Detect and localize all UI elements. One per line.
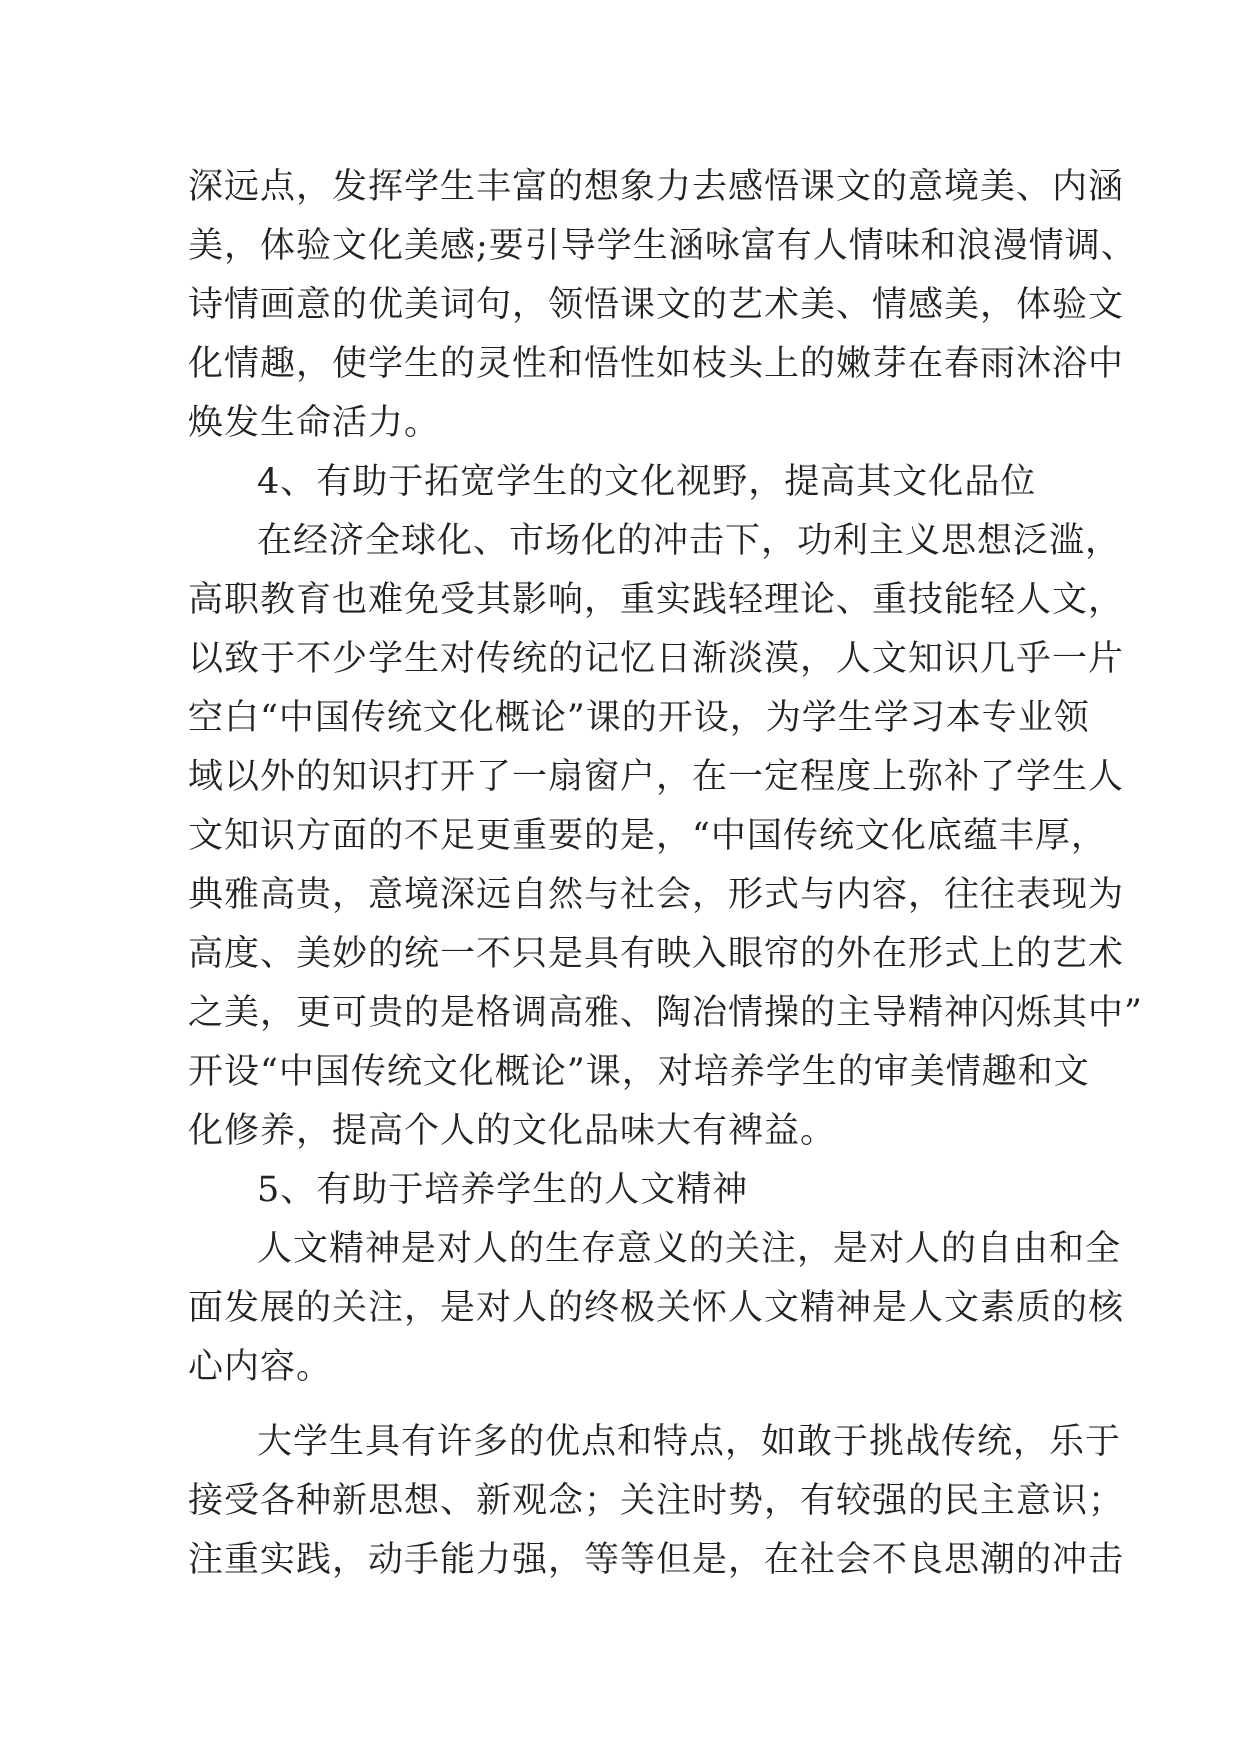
document-body: [188, 158, 1143, 1590]
text-line: 美，体验文化美感;要引导学生涵咏富有人情味和浪漫情调、: [188, 226, 1137, 266]
text-line: 高职教育也难免受其影响，重实践轻理论、重技能轻人文，: [188, 580, 1125, 620]
section-heading-4: 4、有助于拓宽学生的文化视野，提高其文化品位: [257, 462, 1037, 502]
text-line: 域以外的知识打开了一扇窗户，在一定程度上弥补了学生人: [188, 757, 1125, 797]
text-line: 开设“中国传统文化概论”课，对培养学生的审美情趣和文: [188, 1052, 1090, 1092]
text-line: 焕发生命活力。: [188, 403, 441, 443]
text-line: 诗情画意的优美词句，领悟课文的艺术美、情感美，体验文: [188, 285, 1125, 325]
text-line: 之美，更可贵的是格调高雅、陶冶情操的主导精神闪烁其中”: [188, 993, 1143, 1033]
text-line: 化修养，提高个人的文化品味大有裨益。: [188, 1111, 837, 1151]
text-line: 以致于不少学生对传统的记忆日渐淡漠，人文知识几乎一片: [188, 639, 1125, 679]
text-line: 文知识方面的不足更重要的是，“中国传统文化底蕴丰厚，: [188, 816, 1107, 856]
text-line: 化情趣，使学生的灵性和悟性如枝头上的嫩芽在春雨沐浴中: [188, 344, 1125, 384]
paragraph-first-line: 人文精神是对人的生存意义的关注，是对人的自由和全: [257, 1229, 1122, 1269]
text-line: 典雅高贵，意境深远自然与社会，形式与内容，往往表现为: [188, 875, 1125, 915]
text-line: 注重实践，动手能力强，等等但是，在社会不良思潮的冲击: [188, 1540, 1125, 1580]
section-heading-5: 5、有助于培养学生的人文精神: [257, 1170, 749, 1210]
text-line: 接受各种新思想、新观念；关注时势，有较强的民主意识；: [188, 1481, 1125, 1521]
text-line: 面发展的关注，是对人的终极关怀人文精神是人文素质的核: [188, 1288, 1125, 1328]
paragraph-first-line: 在经济全球化、市场化的冲击下，功利主义思想泛滥，: [257, 521, 1122, 561]
paragraph-first-line: 大学生具有许多的优点和特点，如敢于挑战传统，乐于: [257, 1422, 1122, 1462]
text-line: 空白“中国传统文化概论”课的开设，为学生学习本专业领: [188, 698, 1090, 738]
text-line: 高度、美妙的统一不只是具有映入眼帘的外在形式上的艺术: [188, 934, 1125, 974]
text-line: 深远点，发挥学生丰富的想象力去感悟课文的意境美、内涵: [188, 167, 1125, 207]
text-line: 心内容。: [188, 1347, 333, 1387]
paragraph-gap: [188, 1397, 1068, 1413]
